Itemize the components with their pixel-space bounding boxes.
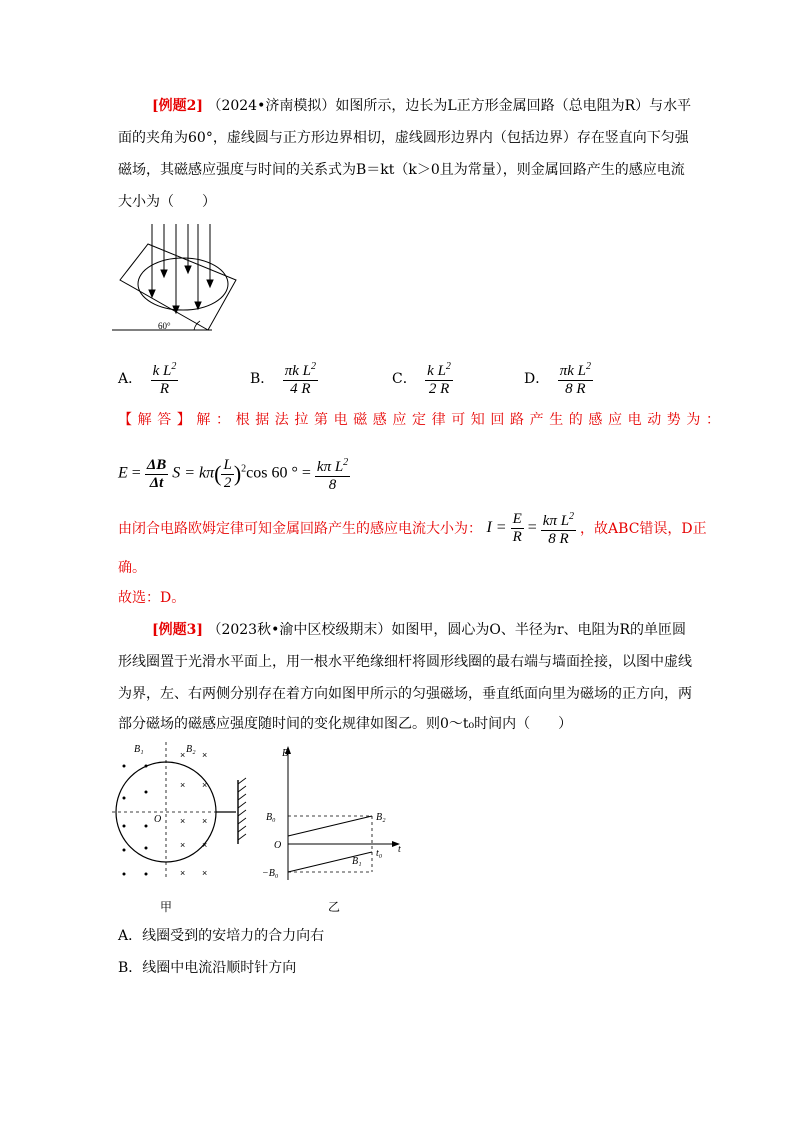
- svg-text:×: ×: [202, 840, 208, 850]
- example2-option-d[interactable]: D． $\frac{\pi k L^2}{8 R}$: [524, 358, 593, 398]
- example3-line4: 部分磁场的磁感应强度随时间的变化规律如图乙。则0～t₀时间内（ ）: [118, 716, 573, 732]
- figure-a-circular-coil: [108, 740, 258, 890]
- b2-line: [288, 816, 372, 836]
- svg-text:×: ×: [180, 840, 186, 850]
- example2-option-b[interactable]: B． $\frac{\pi k L^2}{4 R}$: [250, 358, 318, 398]
- figure-b-caption: 乙: [328, 900, 341, 914]
- example3-line3: 为界，左、右两侧分别存在着方向如图甲所示的匀强磁场，垂直纸面向里为磁场的正方向，两: [118, 686, 692, 702]
- angle-label: 60°: [158, 321, 171, 331]
- example3-line2: 形线圈置于光滑水平面上，用一根水平绝缘细杆将圆形线圈的最右端与墙面拴接，以图中虚线: [118, 654, 692, 670]
- label-b2: B₂: [186, 744, 196, 755]
- example2-line2: 面的夹角为60°，虚线圆与正方形边界相切，虚线圆形边界内（包括边界）存在竖直向下匀强: [118, 130, 689, 146]
- axis-label-t: t: [398, 844, 401, 855]
- line-label-b2: B₂: [376, 812, 386, 823]
- example2-line1: [例题2] （2024•济南模拟）如图所示，边长为L正方形金属回路（总电阻为R）与水平: [152, 98, 692, 114]
- tick-b0: B₀: [266, 812, 276, 823]
- svg-text:×: ×: [202, 750, 208, 760]
- figure-a-caption: 甲: [160, 900, 173, 914]
- answer-choice: 故选：D。: [118, 590, 186, 606]
- svg-text:×: ×: [180, 868, 186, 878]
- svg-text:×: ×: [180, 780, 186, 790]
- current-equation: I = $\frac{E}{R}$ = $\frac{k\pi L^2}{8 R}$: [486, 519, 580, 536]
- option-fraction: $\frac{k L^2}{R}$: [151, 358, 179, 398]
- figure-b-graph: [262, 740, 412, 890]
- svg-text:×: ×: [202, 780, 208, 790]
- answer-heading: 【解答】解：根据法拉第电磁感应定律可知回路产生的感应电动势为：: [118, 412, 726, 428]
- svg-text:×: ×: [180, 816, 186, 826]
- tick-neg-b0: −B₀: [262, 868, 279, 879]
- option-fraction: $\frac{k L^2}{2 R}$: [425, 358, 453, 398]
- label-b1: B₁: [134, 744, 144, 755]
- example2-line3: 磁场，其磁感应强度与时间的关系式为B＝kt（k＞0且为常量），则金属回路产生的感应电流: [118, 162, 685, 178]
- option-fraction: $\frac{\pi k L^2}{8 R}$: [558, 358, 593, 398]
- svg-text:×: ×: [202, 868, 208, 878]
- svg-text:×: ×: [202, 816, 208, 826]
- emf-equation: E = $\frac{\Delta B}{\Delta t}$ S = kπ( $\frac{L}{2}$ )$^2$cos 60 ° = $\frac{k\pi L^2}{8}$: [118, 454, 350, 494]
- wall-hatch: [238, 778, 246, 840]
- option-fraction: $\frac{\pi k L^2}{4 R}$: [283, 358, 318, 398]
- tick-t0: t₀: [376, 848, 383, 859]
- example2-option-a[interactable]: A． $\frac{k L^2}{R}$: [118, 358, 178, 398]
- ohm-law-line2: 确。: [118, 560, 146, 576]
- example3-option-b[interactable]: B．线圈中电流沿顺时针方向: [118, 960, 297, 976]
- example3-line1: [例题3] （2023秋•渝中区校级期末）如图甲，圆心为O、半径为r、电阻为R的单匝圆: [152, 622, 687, 638]
- example3-option-a[interactable]: A．线圈受到的安培力的合力向右: [118, 928, 325, 944]
- ohm-law-line: 由闭合电路欧姆定律可知金属回路产生的感应电流大小为： I = $\frac{E}{R}$ = $\frac{k\pi L^2}{8 R}$ ，故ABC错误，D正: [118, 508, 707, 548]
- example2-option-c[interactable]: C． $\frac{k L^2}{2 R}$: [392, 358, 453, 398]
- square-loop-figure: [112, 222, 252, 336]
- tick-origin: O: [274, 840, 282, 851]
- example2-tag: [例题2]: [152, 98, 203, 114]
- square-loop: [120, 244, 236, 330]
- axis-label-b: B: [282, 748, 289, 759]
- svg-text:×: ×: [180, 750, 186, 760]
- label-origin: O: [154, 814, 162, 825]
- field-lines: [149, 224, 213, 313]
- example3-tag: [例题3]: [152, 622, 203, 638]
- example2-line4: 大小为（ ）: [118, 194, 216, 210]
- line-label-b1: B₁: [352, 856, 362, 867]
